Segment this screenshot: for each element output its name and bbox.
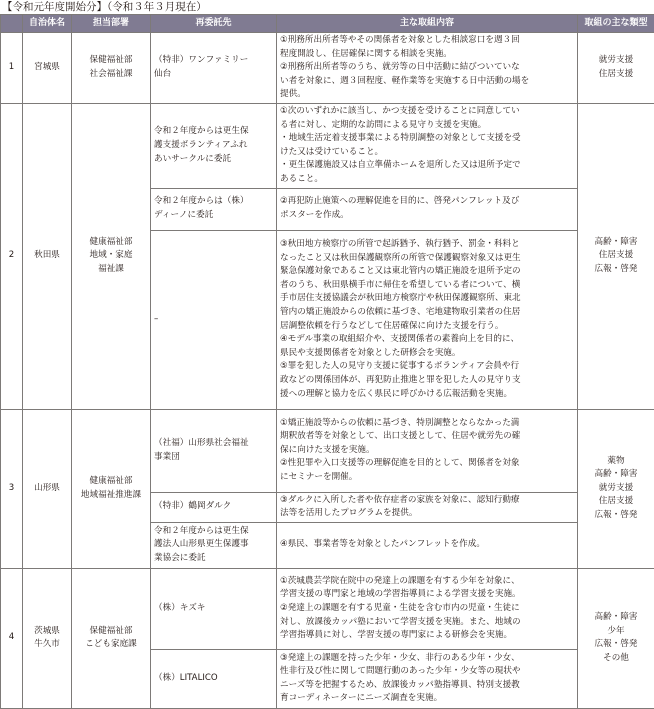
subcontractor-name: 護支援ボランティアふれ bbox=[154, 139, 273, 153]
municipality-name: 茨城県 bbox=[26, 625, 68, 639]
subcontractor-name: （株）LITALICO bbox=[154, 672, 273, 686]
subcontractor-name: あいサークルに委託 bbox=[154, 153, 273, 167]
header-no bbox=[1, 15, 23, 33]
department-name: 保健福祉部 bbox=[75, 54, 147, 68]
type-label: 高齢・障害 bbox=[581, 611, 651, 625]
header-types: 取組の主な類型 bbox=[578, 15, 654, 33]
content-line: 性非行及び性に関して問題行動のあった少年・少女等の現状や bbox=[280, 665, 574, 679]
department-cell bbox=[72, 568, 151, 708]
municipality-cell bbox=[23, 409, 72, 568]
subcontractor-cell bbox=[151, 522, 277, 568]
content-line: 対し、放課後カッパ塾において学習支援を実施。また、地域の bbox=[280, 616, 574, 630]
subcontractor-name: （特非）鶴岡ダルク bbox=[154, 500, 273, 514]
subcontractor-name: 仙台 bbox=[154, 68, 273, 82]
subcontractor-cell bbox=[151, 188, 277, 230]
municipality-name: 秋田県 bbox=[26, 249, 68, 263]
type-label: 就労支援 bbox=[581, 54, 651, 68]
content-line: ・地域生活定着支援事業による特別調整の対象として支援を受 bbox=[280, 132, 574, 146]
subcontractor-name: 業協会に委託 bbox=[154, 552, 273, 566]
type-label: 広報・啓発 bbox=[581, 638, 651, 652]
table-body bbox=[1, 33, 654, 709]
content-cell bbox=[277, 103, 578, 188]
subcontractor-name: （社福）山形県社会福祉 bbox=[154, 437, 273, 451]
type-label: その他 bbox=[581, 652, 651, 666]
header-department: 担当部署 bbox=[72, 15, 151, 33]
row-number: 1 bbox=[1, 33, 23, 104]
content-line: ④県民、事業者等を対象としたパンフレットを作成。 bbox=[280, 538, 574, 552]
department-cell bbox=[72, 409, 151, 568]
subcontractor-name: 令和２年度からは更生保 bbox=[154, 525, 273, 539]
municipality-name: 山形県 bbox=[26, 482, 68, 496]
department-name: 社会福祉課 bbox=[75, 68, 147, 82]
content-cell bbox=[277, 492, 578, 522]
department-name: 健康福祉部 bbox=[75, 475, 147, 489]
subcontractor-name: （株）キズキ bbox=[154, 602, 273, 616]
department-cell bbox=[72, 33, 151, 104]
municipality-cell bbox=[23, 568, 72, 708]
row-number: 3 bbox=[1, 409, 23, 568]
row-number: 4 bbox=[1, 568, 23, 708]
department-name: こども家庭課 bbox=[75, 638, 147, 652]
header-subcontractor: 再委託先 bbox=[151, 15, 277, 33]
content-line: 手市居住支援協議会が秋田地方検察庁や秋田保護観察所、東北 bbox=[280, 292, 574, 306]
table-row bbox=[1, 33, 654, 104]
content-line: い者を対象に、週３回程度、軽作業等を実施する日中活動の場を bbox=[280, 75, 574, 89]
types-cell bbox=[578, 103, 654, 409]
subcontractor-cell bbox=[151, 230, 277, 409]
header-row bbox=[1, 15, 654, 33]
content-cell bbox=[277, 188, 578, 230]
content-line: 学習指導員に対し、学習支援の専門家による研修会を実施。 bbox=[280, 629, 574, 643]
table-row bbox=[1, 568, 654, 649]
content-line: なったこと又は秋田保護観察所の所管で保護観察対象又は更生 bbox=[280, 252, 574, 266]
content-line: 者のうち、秋田県横手市に帰住を希望している者について、横 bbox=[280, 279, 574, 293]
content-line: 育コーディネーターにニーズ調査を実施。 bbox=[280, 692, 574, 706]
content-line: ①茨城農芸学院在院中の発達上の課題を有する少年を対象に、 bbox=[280, 575, 574, 589]
subcontractor-cell bbox=[151, 33, 277, 104]
content-line: あること。 bbox=[280, 173, 574, 187]
municipality-cell bbox=[23, 33, 72, 104]
subcontractor-name: 令和２年度からは更生保 bbox=[154, 125, 273, 139]
subcontractor-cell bbox=[151, 103, 277, 188]
content-line: ③ダルクに入所した者や依存症者の家族を対象に、認知行動療 bbox=[280, 494, 574, 508]
subcontractor-name: ディーノに委託 bbox=[154, 209, 273, 223]
subcontractor-cell bbox=[151, 492, 277, 522]
content-cell bbox=[277, 230, 578, 409]
content-cell bbox=[277, 568, 578, 649]
content-line: 提供。 bbox=[280, 88, 574, 102]
subcontractor-name: 令和２年度からは（株） bbox=[154, 195, 273, 209]
municipality-name: 宮城県 bbox=[26, 61, 68, 75]
department-name: 保健福祉部 bbox=[75, 625, 147, 639]
municipality-name: 牛久市 bbox=[26, 638, 68, 652]
content-cell bbox=[277, 649, 578, 708]
department-name: 健康福祉部 bbox=[75, 236, 147, 250]
content-line: ②発達上の課題を有する児童・生徒を含む市内の児童・生徒に bbox=[280, 602, 574, 616]
content-line: ④モデル事業の取組紹介や、支援関係者の素養向上を目的に、 bbox=[280, 333, 574, 347]
content-line: 法等を活用したプログラムを提供。 bbox=[280, 507, 574, 521]
types-cell bbox=[578, 33, 654, 104]
subcontractor-name: 護法人山形県更生保護事 bbox=[154, 538, 273, 552]
content-line: にセミナーを開催。 bbox=[280, 471, 574, 485]
content-cell bbox=[277, 33, 578, 104]
content-line: 期釈放者等を対象として、出口支援として、住居や就労先の確 bbox=[280, 430, 574, 444]
municipality-cell bbox=[23, 103, 72, 409]
type-label: 広報・啓発 bbox=[581, 509, 651, 523]
content-line: 居調整依頼を行うなどして住居確保に向けた支援を行う。 bbox=[280, 320, 574, 334]
department-name: 福祉課 bbox=[75, 263, 147, 277]
content-line: けた又は受けていること。 bbox=[280, 146, 574, 160]
content-line: ニーズ等を把握するため、放課後カッパ塾指導員、特別支援教 bbox=[280, 679, 574, 693]
type-label: 薬物 bbox=[581, 455, 651, 469]
department-cell bbox=[72, 103, 151, 409]
content-line: ⑤罪を犯した人の見守り支援に従事するボランティア会員や行 bbox=[280, 360, 574, 374]
type-label: 住居支援 bbox=[581, 495, 651, 509]
content-line: ③秋田地方検察庁の所管で起訴猶予、執行猶予、罰金・科料と bbox=[280, 238, 574, 252]
content-line: ②再犯防止施策への理解促進を目的に、啓発パンフレット及び bbox=[280, 195, 574, 209]
table-row bbox=[1, 409, 654, 492]
content-line: ①矯正施設等からの依頼に基づき、特別調整とならなかった満 bbox=[280, 417, 574, 431]
content-cell bbox=[277, 409, 578, 492]
content-line: ②性犯罪や入口支援等の理解促進を目的として、関係者を対象 bbox=[280, 457, 574, 471]
content-line: ③発達上の課題を持った少年・少女、非行のある少年・少女、 bbox=[280, 652, 574, 666]
content-line: ・更生保護施設又は自立準備ホームを退所した又は退所予定で bbox=[280, 159, 574, 173]
content-line: 県民や支援関係者を対象とした研修会を実施。 bbox=[280, 347, 574, 361]
subcontractor-name: （特非）ワンファミリー bbox=[154, 54, 273, 68]
content-line: 学習支援の専門家と地域の学習指導員による学習支援を実施。 bbox=[280, 588, 574, 602]
subcontractor-name: 事業団 bbox=[154, 451, 273, 465]
subcontractor-cell bbox=[151, 409, 277, 492]
content-line: ①刑務所出所者等やその関係者を対象とした相談窓口を週３回 bbox=[280, 34, 574, 48]
content-cell bbox=[277, 522, 578, 568]
row-number: 2 bbox=[1, 103, 23, 409]
content-line: 管内の矯正施設からの依頼に基づき、宅地建物取引業者の住居 bbox=[280, 306, 574, 320]
table-caption: 【令和元年度開始分】（令和３年３月現在） bbox=[2, 1, 207, 14]
type-label: 住居支援 bbox=[581, 249, 651, 263]
department-name: 地域・家庭 bbox=[75, 249, 147, 263]
content-line: 援への理解と協力を広く県民に呼びかける広報活動を実施。 bbox=[280, 388, 574, 402]
content-line: 緊急保護対象であること又は東北管内の矯正施設を退所予定の bbox=[280, 265, 574, 279]
content-line: 程度開設し、住居確保に関する相談を実施。 bbox=[280, 48, 574, 62]
content-line: ②刑務所出所者等のうち、就労等の日中活動に結びついていな bbox=[280, 61, 574, 75]
subcontractor-name: – bbox=[154, 313, 273, 327]
type-label: 高齢・障害 bbox=[581, 236, 651, 250]
department-name: 地域福祉推進課 bbox=[75, 489, 147, 503]
subcontractor-cell bbox=[151, 649, 277, 708]
content-line: ①次のいずれかに該当し、かつ支援を受けることに同意してい bbox=[280, 105, 574, 119]
content-line: 政などの関係団体が、再犯防止推進と罪を犯した人の見守り支 bbox=[280, 374, 574, 388]
type-label: 高齢・障害 bbox=[581, 468, 651, 482]
content-line: 保に向けた支援を実施。 bbox=[280, 444, 574, 458]
subcontractor-cell bbox=[151, 568, 277, 649]
table-row bbox=[1, 103, 654, 188]
type-label: 少年 bbox=[581, 625, 651, 639]
type-label: 就労支援 bbox=[581, 482, 651, 496]
header-content: 主な取組内容 bbox=[277, 15, 578, 33]
type-label: 住居支援 bbox=[581, 68, 651, 82]
type-label: 広報・啓発 bbox=[581, 263, 651, 277]
types-cell bbox=[578, 409, 654, 568]
program-table bbox=[0, 14, 654, 709]
content-line: る者に対し、定期的な訪問による見守り支援を実施。 bbox=[280, 119, 574, 133]
types-cell bbox=[578, 568, 654, 708]
header-municipality: 自治体名 bbox=[23, 15, 72, 33]
content-line: ポスターを作成。 bbox=[280, 209, 574, 223]
